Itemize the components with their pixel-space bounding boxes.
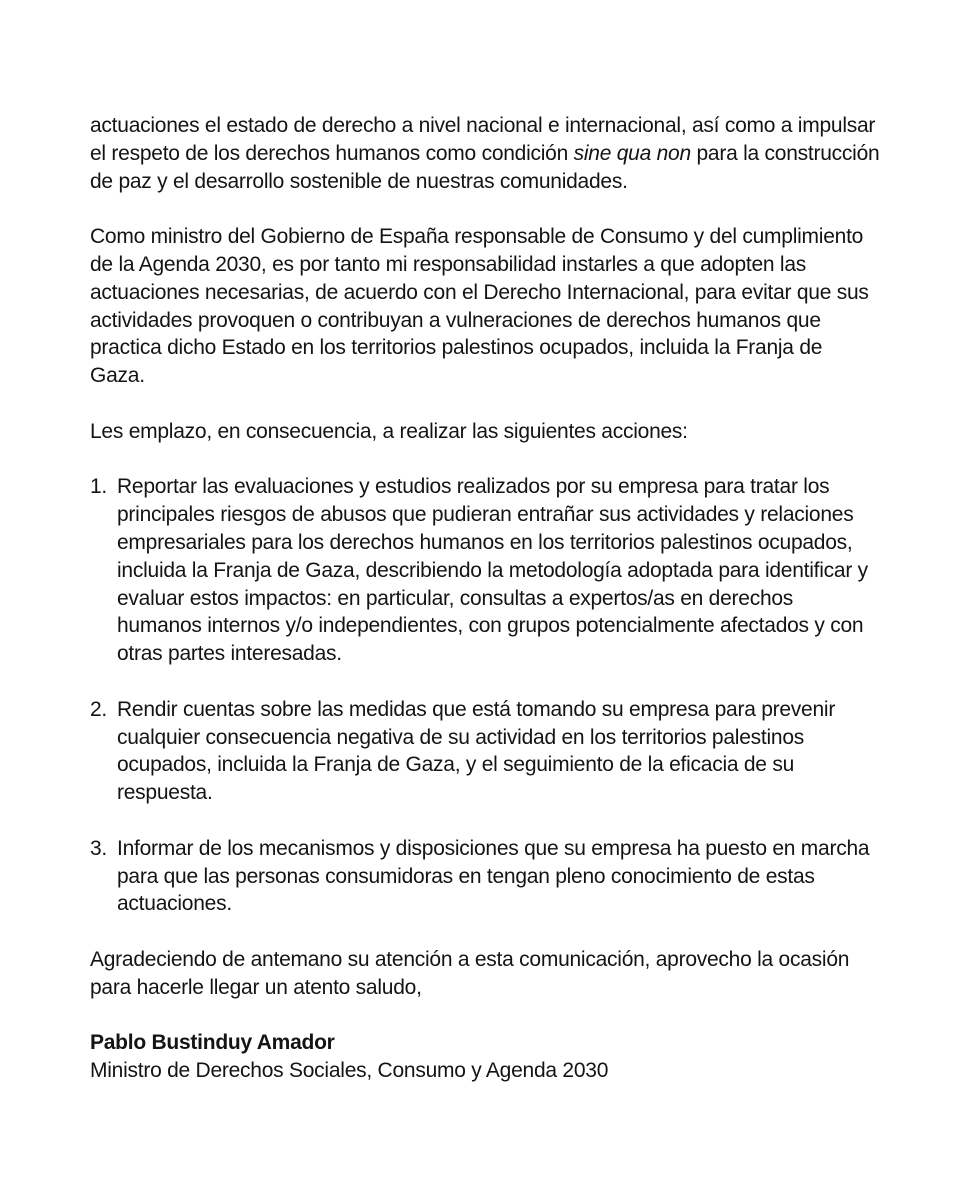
latin-phrase: sine qua non [573,141,691,165]
signature-name: Pablo Bustinduy Amador [90,1031,335,1055]
list-item-text: Rendir cuentas sobre las medidas que está tomando su empresa para prevenir cualquier consecuencia negativa de su actividad en los territorios palestinos ocupados, incluida la Franja de Gaza, y el seguimiento de la eficacia de su respuesta. [117,697,836,805]
list-item-number: 2. [90,697,108,721]
paragraph-1-text-start: actuaciones el estado de derecho a nivel nacional e internacional, así como a impulsar el respeto de los derechos humanos como condición [90,114,876,165]
actions-list [90,473,880,918]
list-item [90,473,880,668]
signature-block [90,1029,880,1085]
list-item-number: 3. [90,836,108,860]
list-item [90,835,880,918]
closing-paragraph: Agradeciendo de antemano su atención a esta comunicación, aprovecho la ocasión para hacerle llegar un atento saludo, [90,947,850,999]
paragraph-actions-intro: Les emplazo, en consecuencia, a realizar las siguientes acciones: [90,419,688,443]
list-item-text: Informar de los mecanismos y disposiciones que su empresa ha puesto en marcha para que las personas consumidoras en tengan pleno conocimiento de estas actuaciones. [117,836,870,916]
paragraph-ministerial-responsibility: Como ministro del Gobierno de España responsable de Consumo y del cumplimiento de la Agenda 2030, es por tanto mi responsabilidad instarles a que adopten las actuaciones necesarias, de acuerdo con el Derecho Internacional, para evitar que sus actividades provoquen o contribuyan a vulneraciones de derechos humanos que practica dicho Estado en los territorios palestinos ocupados, incluida la Franja de Gaza. [90,225,869,388]
paragraph-1-text-end: para la construcción de paz y el desarrollo sostenible de nuestras comunidades. [90,141,880,193]
list-item [90,696,880,807]
signature-title: Ministro de Derechos Sociales, Consumo y Agenda 2030 [90,1059,609,1083]
paragraph-rule-of-law [90,112,880,195]
letter-body [90,112,880,1085]
list-item-number: 1. [90,475,108,499]
list-item-text: Reportar las evaluaciones y estudios realizados por su empresa para tratar los principales riesgos de abusos que pudieran entrañar sus actividades y relaciones empresariales para los derechos humanos en los territorios palestinos ocupados, incluida la Franja de Gaza, describiendo la metodología adoptada para identificar y evaluar estos impactos: en particular, consultas a expertos/as en derechos humanos internos y/o independientes, con grupos potencialmente afectados y con otras partes interesadas. [117,475,868,666]
